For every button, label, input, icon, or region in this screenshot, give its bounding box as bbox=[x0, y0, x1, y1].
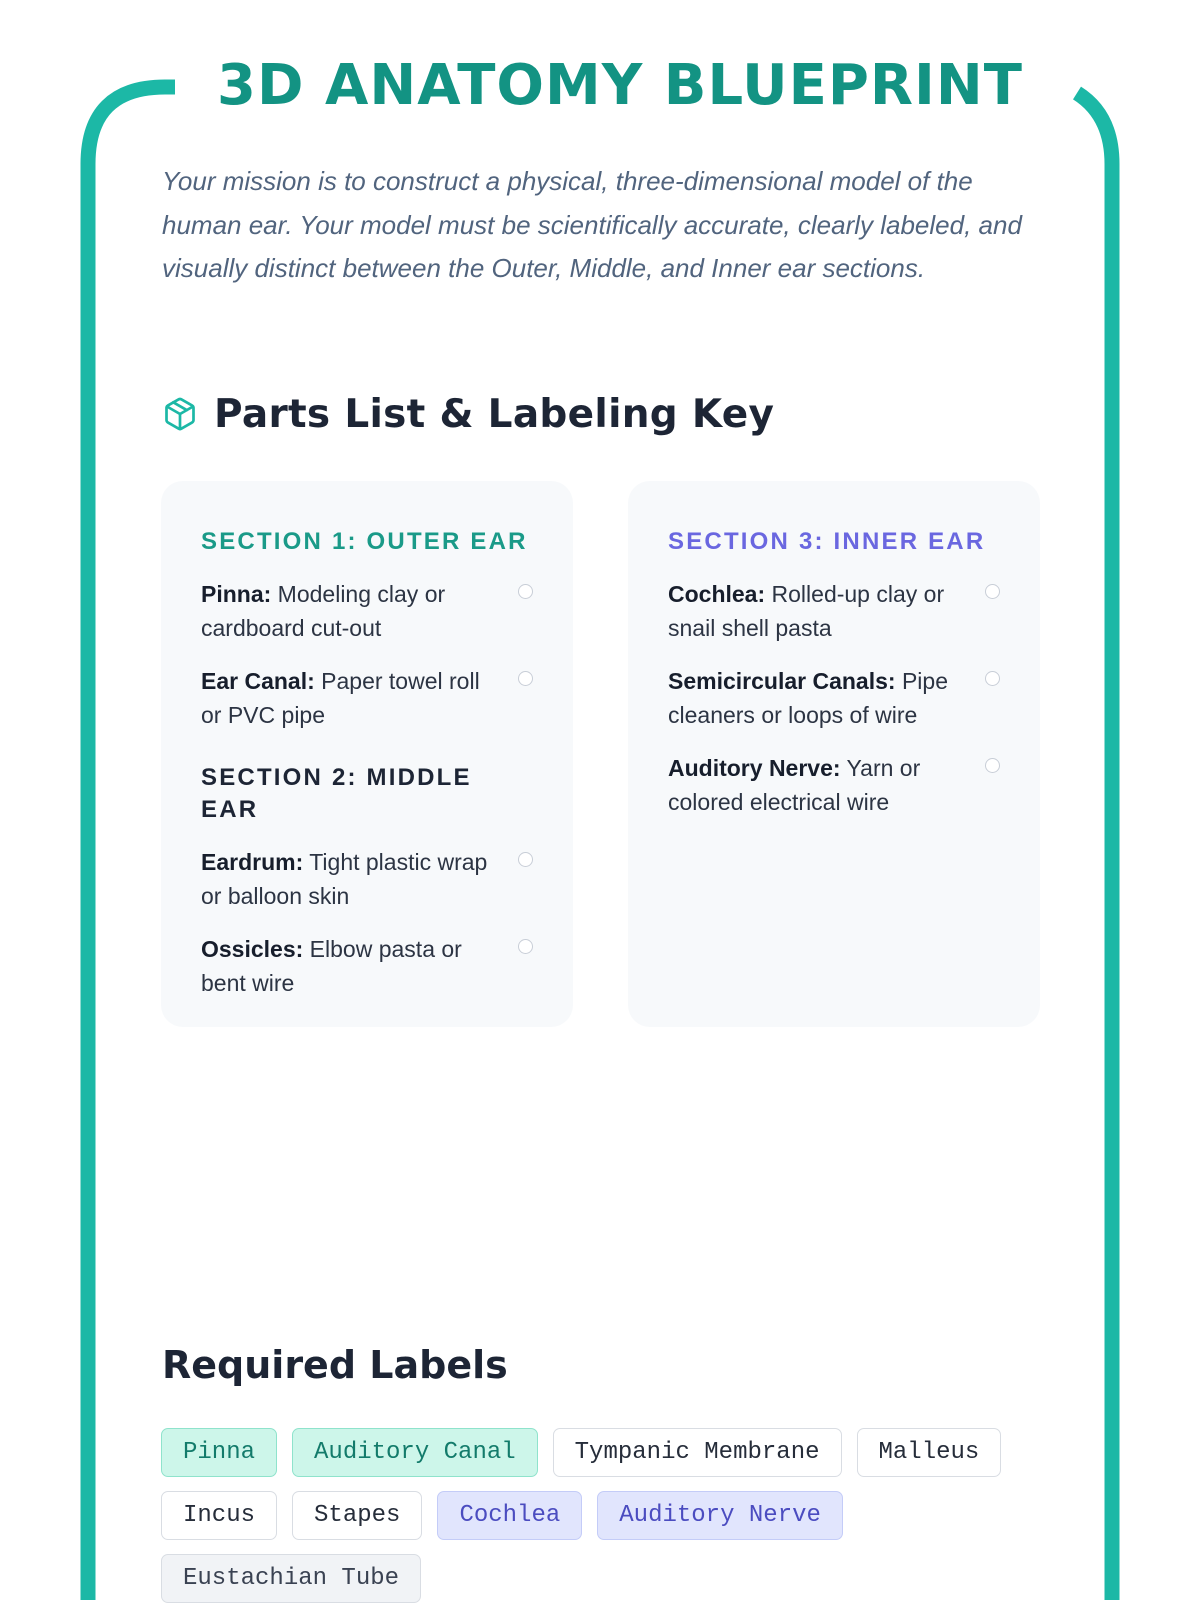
checkbox-auditory-nerve[interactable] bbox=[985, 758, 1000, 773]
part-item-ear-canal bbox=[201, 665, 533, 732]
label-tag-stapes: Stapes bbox=[292, 1491, 422, 1540]
section-1-title: SECTION 1: OUTER EAR bbox=[201, 528, 528, 555]
cube-icon bbox=[162, 396, 198, 432]
part-item-pinna bbox=[201, 578, 533, 645]
section-3-title: SECTION 3: INNER EAR bbox=[668, 528, 986, 555]
label-tag-pinna: Pinna bbox=[161, 1428, 277, 1477]
parts-list-title: Parts List & Labeling Key bbox=[214, 391, 775, 437]
part-name: Auditory Nerve: bbox=[668, 755, 841, 781]
part-description: Rolled-up clay or snail shell pasta bbox=[668, 581, 945, 641]
part-name: Cochlea: bbox=[668, 581, 766, 607]
label-tag-cochlea: Cochlea bbox=[437, 1491, 582, 1540]
part-item-auditory-nerve bbox=[668, 752, 1000, 819]
page-title: 3D ANATOMY BLUEPRINT bbox=[217, 53, 1023, 118]
part-name: Eardrum: bbox=[201, 849, 304, 875]
inner-ear-card bbox=[628, 481, 1040, 1027]
part-description: Elbow pasta or bent wire bbox=[201, 936, 462, 996]
part-name: Ear Canal: bbox=[201, 668, 315, 694]
label-tag-incus: Incus bbox=[161, 1491, 277, 1540]
label-tag-eustachian-tube: Eustachian Tube bbox=[161, 1554, 421, 1603]
outer-middle-ear-card bbox=[161, 481, 573, 1027]
part-name: Ossicles: bbox=[201, 936, 304, 962]
required-labels-heading: Required Labels bbox=[162, 1343, 508, 1387]
checkbox-ossicles[interactable] bbox=[518, 939, 533, 954]
part-description: Yarn or colored electrical wire bbox=[668, 755, 921, 815]
required-labels-list bbox=[161, 1428, 1041, 1603]
label-tag-tympanic-membrane: Tympanic Membrane bbox=[553, 1428, 842, 1477]
mission-statement: Your mission is to construct a physical, three-dimensional model of the human ear. Your model must be scientifically accurate, clearly labeled, and visually distinct between the Outer, Middle, and Inner ear sections. bbox=[162, 166, 1022, 283]
part-item-cochlea bbox=[668, 578, 1000, 645]
checkbox-cochlea[interactable] bbox=[985, 584, 1000, 599]
part-item-semicircular-canals bbox=[668, 665, 1000, 732]
checkbox-ear-canal[interactable] bbox=[518, 671, 533, 686]
part-name: Pinna: bbox=[201, 581, 272, 607]
label-tag-auditory-nerve: Auditory Nerve bbox=[597, 1491, 843, 1540]
checkbox-pinna[interactable] bbox=[518, 584, 533, 599]
part-item-ossicles bbox=[201, 933, 533, 1000]
label-tag-malleus: Malleus bbox=[857, 1428, 1002, 1477]
checkbox-eardrum[interactable] bbox=[518, 852, 533, 867]
part-description: Modeling clay or cardboard cut-out bbox=[201, 581, 446, 641]
part-name: Semicircular Canals: bbox=[668, 668, 896, 694]
checkbox-semicircular-canals[interactable] bbox=[985, 671, 1000, 686]
section-2-title: SECTION 2: MIDDLE EAR bbox=[201, 764, 472, 823]
part-item-eardrum bbox=[201, 846, 533, 913]
part-description: Pipe cleaners or loops of wire bbox=[668, 668, 948, 728]
parts-list-heading bbox=[162, 385, 774, 443]
part-description: Paper towel roll or PVC pipe bbox=[201, 668, 480, 728]
label-tag-auditory-canal: Auditory Canal bbox=[292, 1428, 538, 1477]
part-description: Tight plastic wrap or balloon skin bbox=[201, 849, 488, 909]
